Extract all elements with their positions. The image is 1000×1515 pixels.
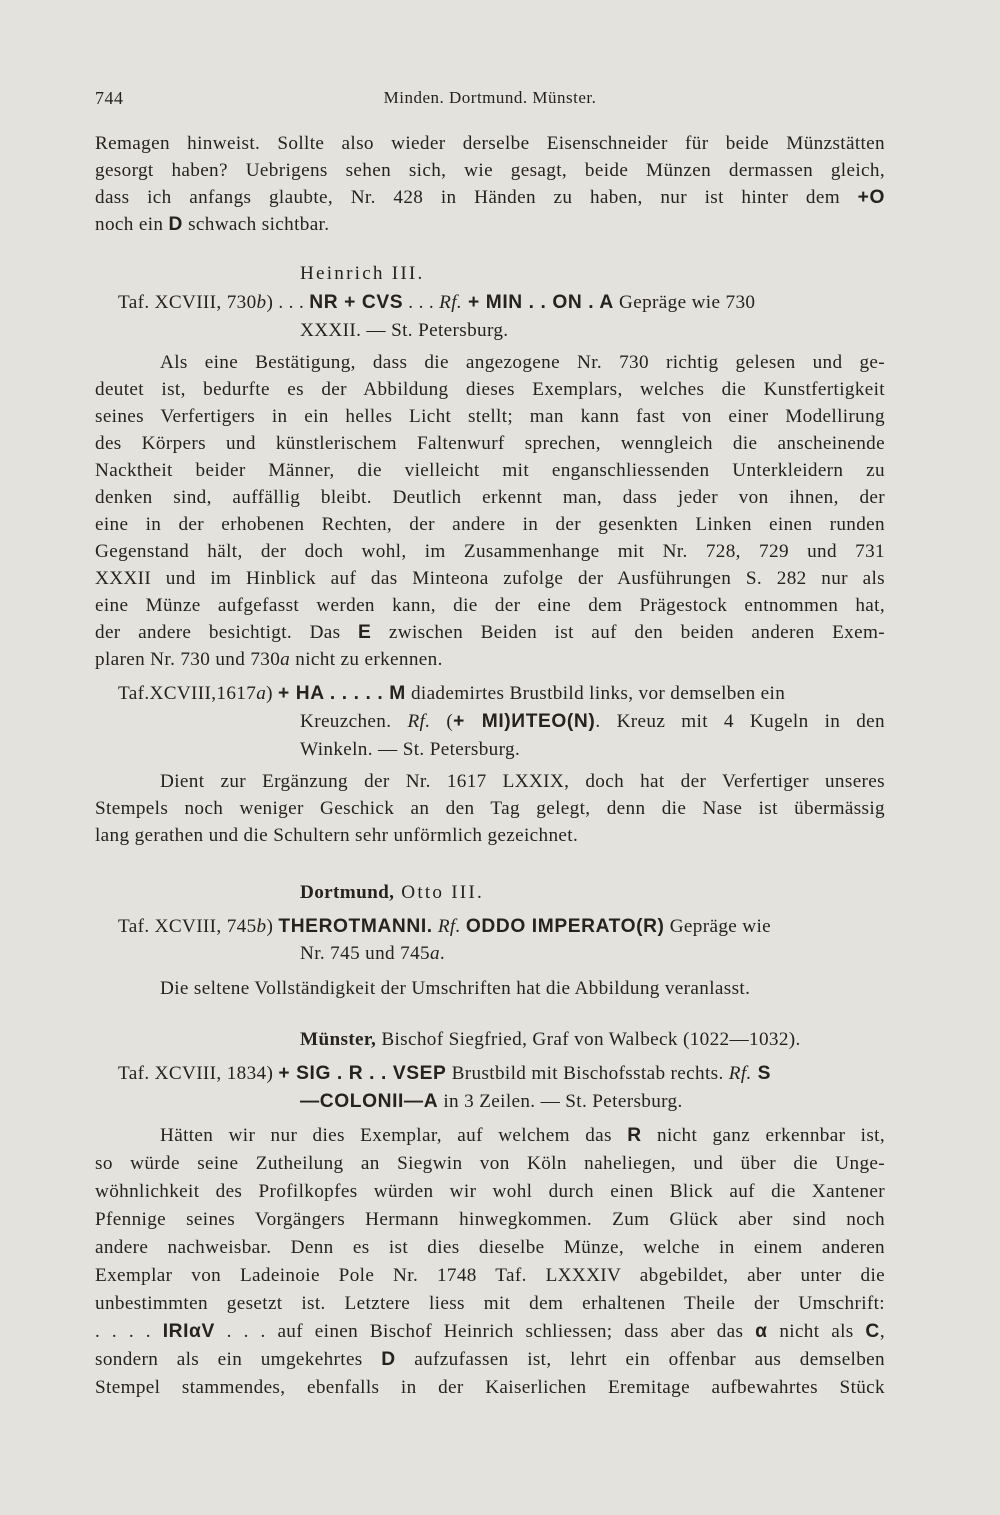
text-line: gesorgt haben? Uebrigens sehen sich, wie gesagt, beide Münzen dermassen gleich, (95, 160, 885, 181)
catalog-entry-730b: Taf. XCVIII, 730b) . . . NR + CVS . . . Rf. + MIN . . ON . A Gepräge wie 730 (118, 292, 756, 313)
text-line: Gegenstand hält, der doch wohl, im Zusammenhange mit Nr. 728, 729 und 731 (95, 541, 885, 562)
running-title: Minden. Dortmund. Münster. (383, 88, 597, 107)
page-number: 744 (95, 88, 124, 108)
section-heading-heinrich: Heinrich III. (300, 263, 425, 284)
text-line: lang gerathen und die Schultern sehr unförmlich gezeichnet. (95, 825, 579, 846)
text-line: so würde seine Zutheilung an Siegwin von Köln naheliegen, und über die Unge- (95, 1153, 885, 1174)
text-line: deutet ist, bedurfte es der Abbildung dieses Exemplars, welches die Kunstfertigkeit (95, 379, 885, 400)
text-line: seines Verfertigers in ein helles Licht stellt; man kann fast von einer Modellirung (95, 406, 885, 427)
catalog-entry-line: Nr. 745 und 745a. (300, 943, 446, 964)
text-line: XXXII und im Hinblick auf das Minteona zufolge der Ausführungen S. 282 nur als (95, 568, 885, 589)
text-line: Dient zur Ergänzung der Nr. 1617 LXXIX, doch hat der Verfertiger unseres (160, 771, 885, 792)
text-line: des Körpers und künstlerischem Faltenwurf sprechen, wenngleich die anscheinende (95, 433, 885, 454)
catalog-entry-1834: Taf. XCVIII, 1834) + SIG . R . . VSEP Brustbild mit Bischofsstab rechts. Rf. S (118, 1063, 771, 1084)
text-line: Stempels noch weniger Geschick an den Tag gelegt, denn die Nase ist übermässig (95, 798, 885, 819)
text-line: Stempel stammendes, ebenfalls in der Kaiserlichen Eremitage aufbewahrtes Stück (95, 1377, 885, 1398)
catalog-entry-line: XXXII. — St. Petersburg. (300, 320, 509, 341)
text-line: dass ich anfangs glaubte, Nr. 428 in Händen zu haben, nur ist hinter dem +O (95, 187, 885, 208)
text-line: Hätten wir nur dies Exemplar, auf welchem das R nicht ganz erkennbar ist, (160, 1125, 885, 1146)
text-line: . . . . IRIαV . . . auf einen Bischof Heinrich schliessen; dass aber das α nicht als C, (95, 1321, 885, 1342)
text-line: Exemplar von Ladeinoie Pole Nr. 1748 Taf. LXXXIV abgebildet, aber unter die (95, 1265, 885, 1286)
text-line: wöhnlichkeit des Profilkopfes würden wir wohl durch einen Blick auf die Xantener (95, 1181, 885, 1202)
text-line: Nacktheit beider Männer, die vielleicht mit enganschliessenden Unterkleidern zu (95, 460, 885, 481)
text-line: Als eine Bestätigung, dass die angezogene Nr. 730 richtig gelesen und ge- (160, 352, 885, 373)
text-line: Die seltene Vollständigkeit der Umschriften hat die Abbildung veranlasst. (160, 978, 751, 999)
text-line: plaren Nr. 730 und 730a nicht zu erkennen. (95, 649, 443, 670)
text-line: andere nachweisbar. Denn es ist dies dieselbe Münze, welche in einem anderen (95, 1237, 885, 1258)
catalog-entry-1617a: Taf.XCVIII,1617a) + HA . . . . . M diademirtes Brustbild links, vor demselben ein (118, 683, 786, 704)
text-line: der andere besichtigt. Das E zwischen Beiden ist auf den beiden anderen Exem- (95, 622, 885, 643)
text-line: denken sind, auffällig bleibt. Deutlich erkennt man, dass jeder von ihnen, der (95, 487, 885, 508)
catalog-entry-745b: Taf. XCVIII, 745b) THEROTMANNI. Rf. ODDO IMPERATO(R) Gepräge wie (118, 916, 772, 937)
text-line: Remagen hinweist. Sollte also wieder derselbe Eisenschneider für beide Münzstätten (95, 133, 885, 154)
text-line: Pfennige seines Vorgängers Hermann hinwegkommen. Zum Glück aber sind noch (95, 1209, 885, 1230)
text-line: eine Münze aufgefasst werden kann, die der eine dem Prägestock entnommen hat, (95, 595, 885, 616)
text-line: unbestimmten gesetzt ist. Letztere liess mit dem erhaltenen Theile der Umschrift: (95, 1293, 885, 1314)
catalog-entry-line: —COLONII—A in 3 Zeilen. — St. Petersburg. (300, 1091, 683, 1112)
section-heading-dortmund: Dortmund, Otto III. (300, 882, 484, 903)
text-line: sondern als ein umgekehrtes D aufzufassen ist, lehrt ein offenbar aus demselben (95, 1349, 885, 1370)
catalog-entry-line: Winkeln. — St. Petersburg. (300, 739, 521, 760)
catalog-entry-line: Kreuzchen. Rf. (+ MI)ИTEO(N). Kreuz mit 4 Kugeln in den (300, 711, 885, 732)
page-header (95, 88, 885, 112)
text-line: eine in der erhobenen Rechten, der andere in der gesenkten Linken einen runden (95, 514, 885, 535)
section-heading-muenster: Münster, Bischof Siegfried, Graf von Walbeck (1022—1032). (300, 1029, 801, 1050)
text-line: noch ein D schwach sichtbar. (95, 214, 330, 235)
